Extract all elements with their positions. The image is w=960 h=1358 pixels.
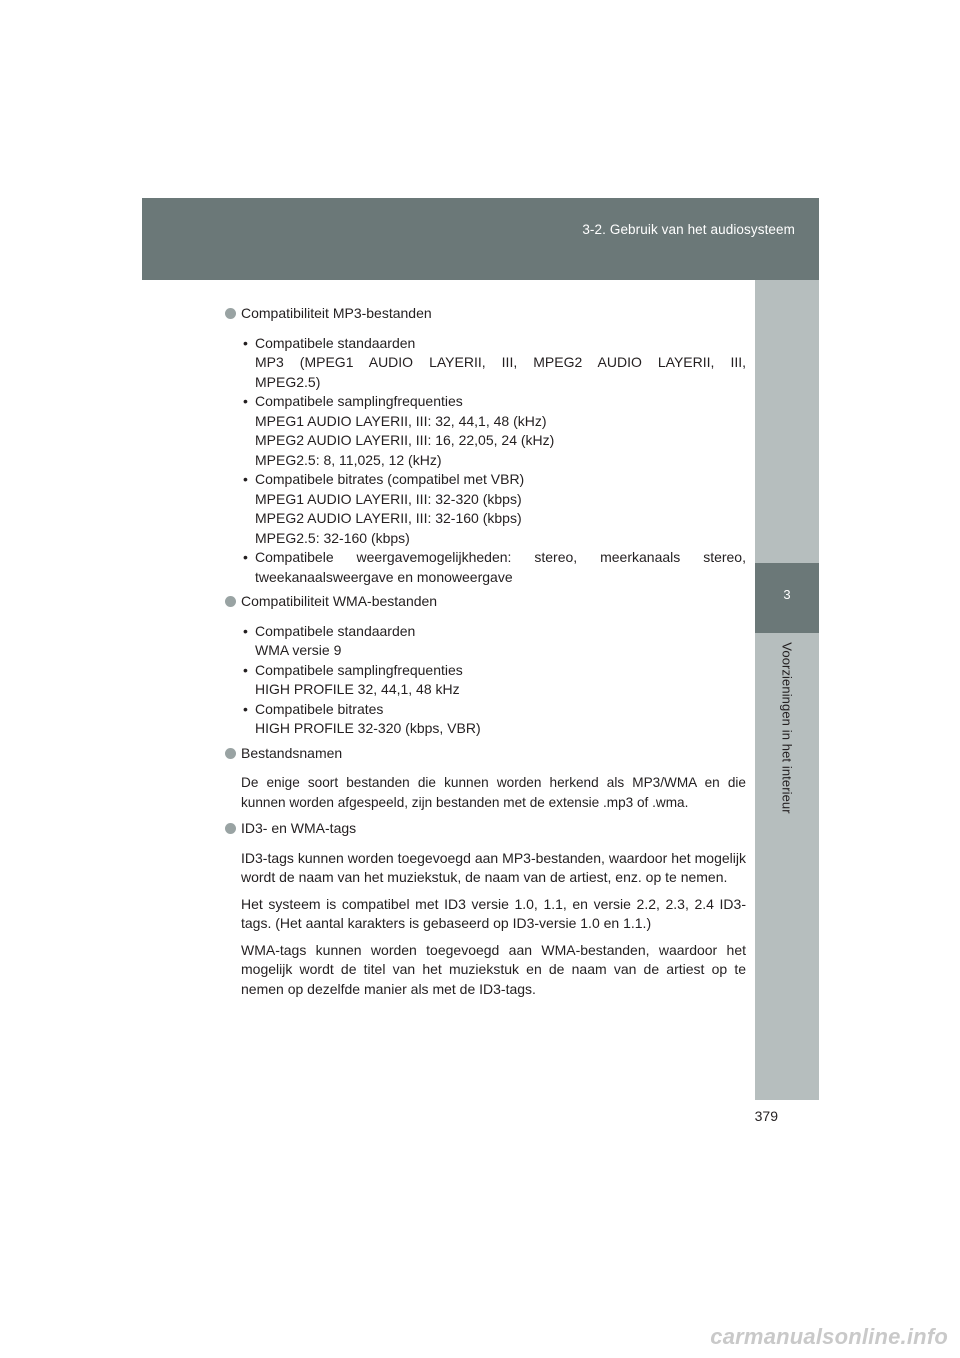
paragraph: Het systeem is compatibel met ID3 versie 1.0, 1.1, en versie 2.2, 2.3, 2.4 ID3-tags. (Het aantal karakters is gebaseerd op ID3-versie 1.0 en 1.1.) xyxy=(241,895,746,931)
spec-value: HIGH PROFILE 32-320 (kbps, VBR) xyxy=(255,720,481,736)
bullet-marker: • xyxy=(243,549,248,565)
spec-item xyxy=(224,622,746,661)
spec-item xyxy=(224,392,746,470)
spec-value: MP3 (MPEG1 AUDIO LAYERII, III, MPEG2 AUDIO LAYERII, III, xyxy=(255,354,746,370)
spec-item xyxy=(224,700,746,739)
spec-label: Compatibele samplingfrequenties xyxy=(255,661,463,678)
paragraph: WMA-tags kunnen worden toegevoegd aan WMA-bestanden, waardoor het mogelijk wordt de titel van het muziekstuk en de naam van de artiest op te nemen op dezelfde manier als met de ID3-tags. xyxy=(241,941,746,997)
watermark: carmanualsonline.info xyxy=(710,1324,948,1349)
spec-label: Compatibele standaarden xyxy=(255,334,416,351)
spec-value: MPEG2 AUDIO LAYERII, III: 32-160 (kbps) xyxy=(255,510,522,526)
bullet-marker: • xyxy=(243,471,248,487)
spec-label: Compatibele bitrates (compatibel met VBR) xyxy=(255,471,525,487)
bullet-circle-icon xyxy=(225,823,236,834)
spec-value: MPEG2.5) xyxy=(255,373,321,390)
paragraph: De enige soort bestanden die kunnen worden herkend als MP3/WMA en die kunnen worden afgespeeld, zijn bestanden met de extensie .mp3 of .wma. xyxy=(241,775,746,810)
spec-label: Compatibele bitrates xyxy=(255,700,384,717)
spec-label: Compatibele samplingfrequenties xyxy=(255,393,463,409)
section-title-tags: ID3- en WMA-tags xyxy=(224,819,746,839)
bullet-circle-icon xyxy=(225,308,236,319)
spec-value: WMA versie 9 xyxy=(255,642,342,658)
chapter-number: 3 xyxy=(783,587,791,602)
spec-value: tweekanaalsweergave en monoweergave xyxy=(255,568,513,585)
chapter-header-band xyxy=(142,198,819,280)
section-heading: 3-2. Gebruik van het audiosysteem xyxy=(582,222,795,237)
spec-value: MPEG1 AUDIO LAYERII, III: 32-320 (kbps) xyxy=(255,490,522,507)
spec-label: Compatibele standaarden xyxy=(255,622,416,639)
spec-value: MPEG2.5: 32-160 (kbps) xyxy=(255,529,410,546)
bullet-marker: • xyxy=(243,622,248,639)
section-title-mp3: Compatibiliteit MP3-bestanden xyxy=(224,304,746,324)
bullet-circle-icon xyxy=(225,596,236,607)
spec-value: MPEG2.5: 8, 11,025, 12 (kHz) xyxy=(255,451,442,468)
bullet-circle-icon xyxy=(225,748,236,759)
section-title-wma: Compatibiliteit WMA-bestanden xyxy=(224,592,746,612)
spec-value: HIGH PROFILE 32, 44,1, 48 kHz xyxy=(255,681,460,697)
chapter-label: Voorzieningen in het interieur xyxy=(779,642,795,814)
spec-item xyxy=(224,334,746,393)
section-title-filenames: Bestandsnamen xyxy=(224,744,746,764)
spec-item xyxy=(224,661,746,700)
page-content xyxy=(224,304,746,999)
page-number: 379 xyxy=(754,1108,778,1124)
bullet-marker: • xyxy=(243,661,248,678)
spec-value: MPEG2 AUDIO LAYERII, III: 16, 22,05, 24 (kHz) xyxy=(255,432,555,448)
spec-item xyxy=(224,548,746,587)
paragraph: ID3-tags kunnen worden toegevoegd aan MP3-bestanden, waardoor het mogelijk wordt de naam van het muziekstuk, de naam van de artiest, enz. op te nemen. xyxy=(241,849,746,885)
bullet-marker: • xyxy=(243,393,248,409)
bullet-marker: • xyxy=(243,334,248,351)
chapter-tab xyxy=(755,563,819,633)
spec-value: MPEG1 AUDIO LAYERII, III: 32, 44,1, 48 (kHz) xyxy=(255,412,547,429)
spec-item xyxy=(224,470,746,548)
spec-label: Compatibele weergavemogelijkheden: stereo, meerkanaals stereo, xyxy=(255,549,746,565)
bullet-marker: • xyxy=(243,700,248,717)
